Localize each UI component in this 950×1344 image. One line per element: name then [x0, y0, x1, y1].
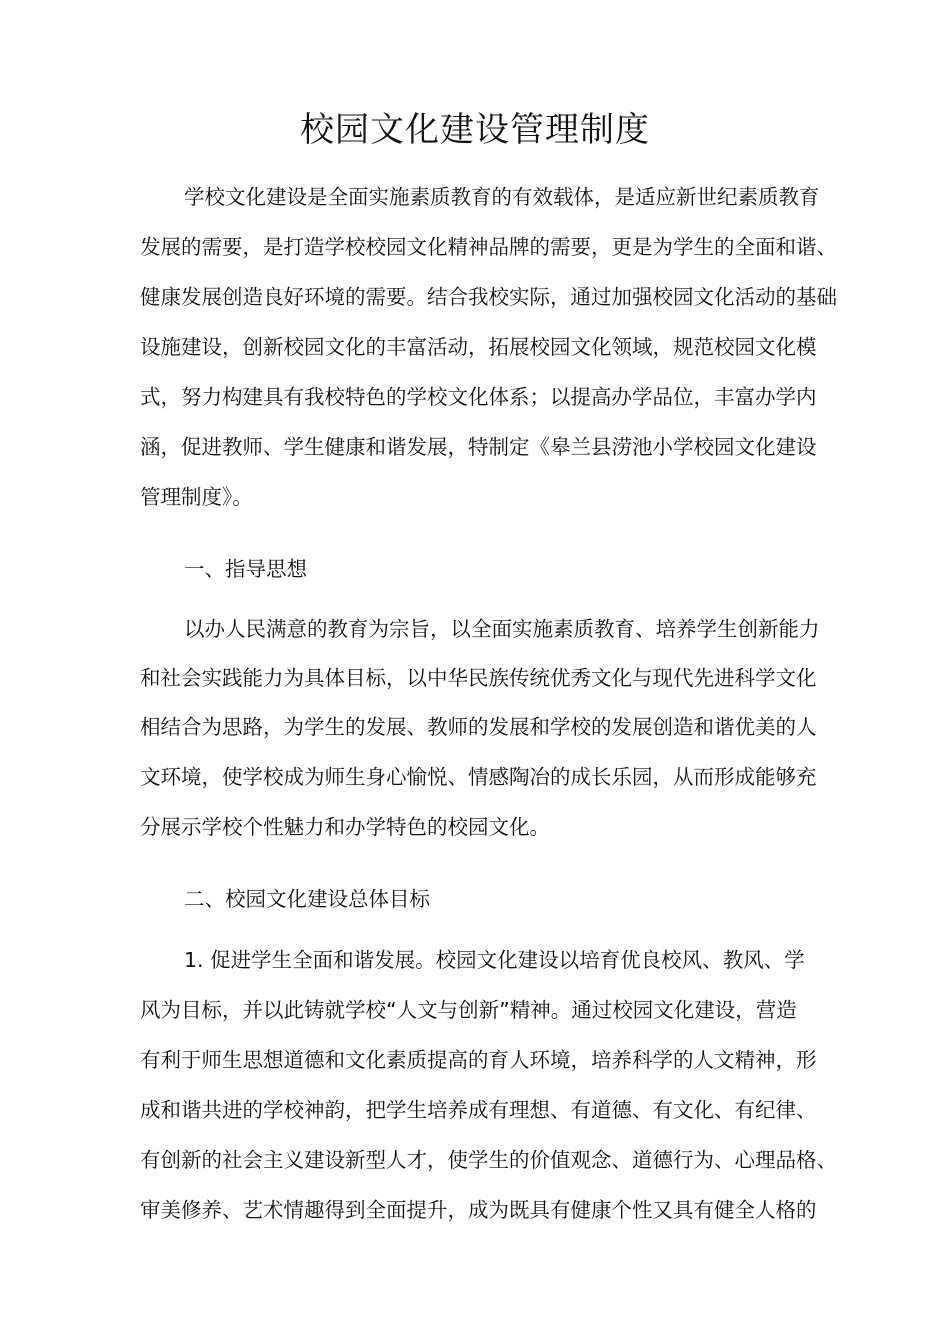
- section2-line-5: 有创新的社会主义建设新型人才，使学生的价值观念、道德行为、心理品格、: [140, 1148, 837, 1172]
- section1-line-4: 文环境，使学校成为师生身心愉悦、情感陶冶的成长乐园，从而形成能够充: [140, 765, 817, 789]
- section2-line-4: 成和谐共进的学校神韵，把学生培养成有理想、有道德、有文化、有纪律、: [140, 1098, 817, 1122]
- section1-line-1: 以办人民满意的教育为宗旨，以全面实施素质教育、培养学生创新能力: [184, 617, 820, 641]
- intro-line-4: 设施建设，创新校园文化的丰富活动，拓展校园文化领域，规范校园文化模: [140, 335, 817, 359]
- intro-line-2: 发展的需要，是打造学校校园文化精神品牌的需要，更是为学生的全面和谐、: [140, 235, 837, 259]
- document-title: 校园文化建设管理制度: [300, 110, 650, 150]
- intro-line-6: 涵，促进教师、学生健康和谐发展，特制定《皋兰县涝池小学校园文化建设: [140, 435, 817, 459]
- section1-line-2: 和社会实践能力为具体目标，以中华民族传统优秀文化与现代先进科学文化: [140, 666, 817, 690]
- section2-line-2: 风为目标，并以此铸就学校“人文与创新”精神。通过校园文化建设，营造: [140, 998, 797, 1022]
- intro-line-1: 学校文化建设是全面实施素质教育的有效载体，是适应新世纪素质教育: [184, 185, 820, 209]
- section1-line-3: 相结合为思路，为学生的发展、教师的发展和学校的发展创造和谐优美的人: [140, 715, 817, 739]
- section2-line-6: 审美修养、艺术情趣得到全面提升，成为既具有健康个性又具有健全人格的: [140, 1198, 817, 1222]
- intro-line-3: 健康发展创造良好环境的需要。结合我校实际，通过加强校园文化活动的基础: [140, 285, 837, 309]
- section1-line-5: 分展示学校个性魅力和办学特色的校园文化。: [140, 815, 550, 839]
- section2-line-3: 有利于师生思想道德和文化素质提高的育人环境，培养科学的人文精神，形: [140, 1048, 817, 1072]
- section-heading-overall-goals: 二、校园文化建设总体目标: [184, 887, 430, 911]
- intro-line-5: 式，努力构建具有我校特色的学校文化体系；以提高办学品位，丰富办学内: [140, 385, 817, 409]
- section2-line-1: 1. 促进学生全面和谐发展。校园文化建设以培育优良校风、教风、学: [184, 948, 805, 972]
- intro-line-7: 管理制度》。: [140, 485, 253, 509]
- section-heading-guiding-ideology: 一、指导思想: [184, 557, 307, 581]
